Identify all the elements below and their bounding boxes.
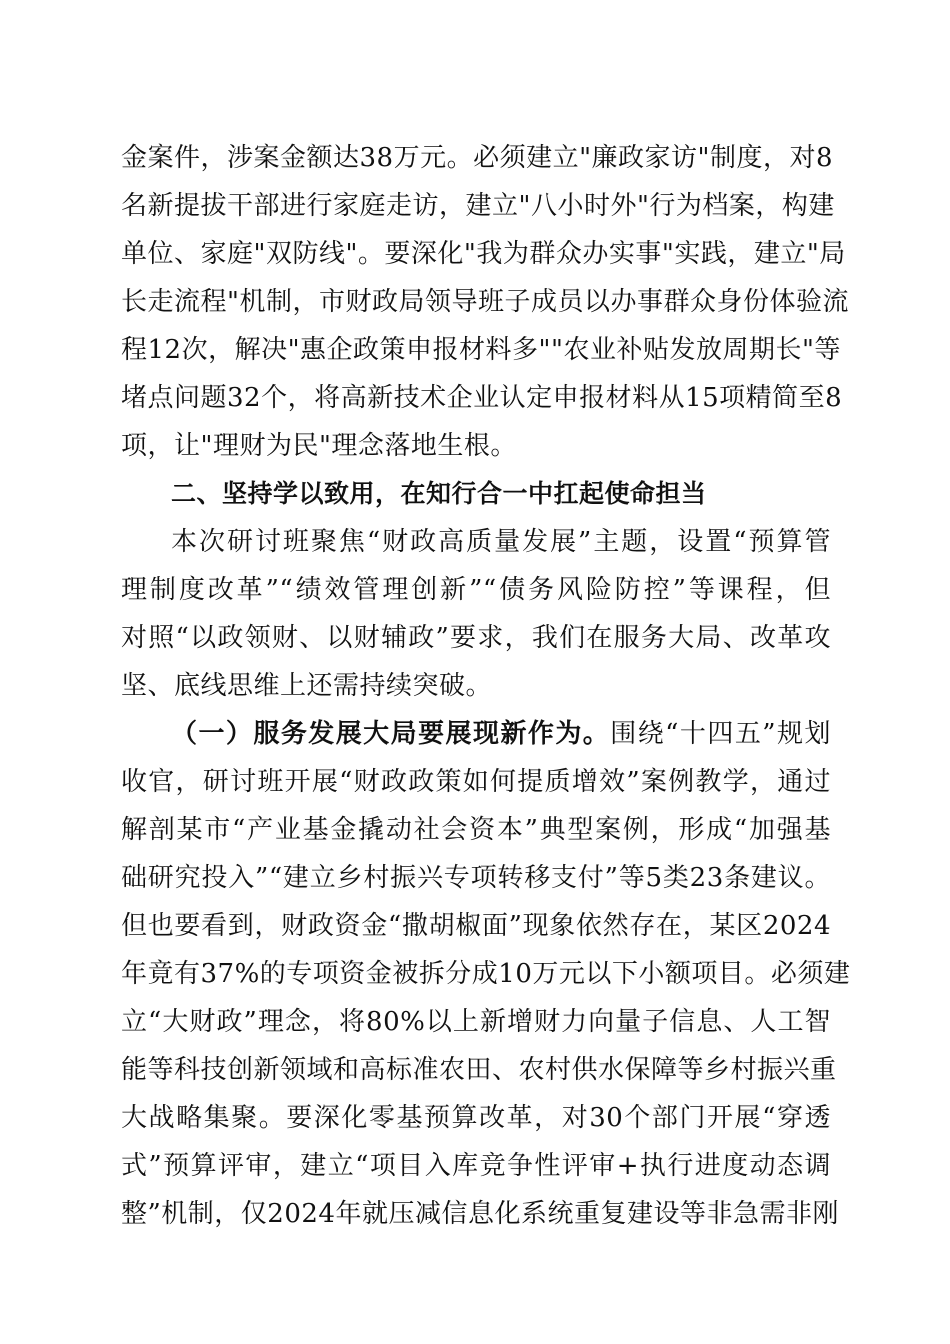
text-line: 理制度改革”“绩效管理创新”“债务风险防控”等课程，但 [121,575,831,605]
text-line: 单位、家庭"双防线"。要深化"我为群众办实事"实践，建立"局 [121,239,846,269]
subsection-line [171,710,831,758]
text-line: 长走流程"机制，市财政局领导班子成员以办事群众身份体验流 [121,287,849,317]
text-line: 年竟有37%的专项资金被拆分成10万元以下小额项目。必须建 [121,959,851,989]
subsection-heading: （一）服务发展大局要展现新作为。 [171,719,611,749]
section-heading: 二、坚持学以致用，在知行合一中扛起使命担当 [171,479,707,508]
text-line: 但也要看到，财政资金“撒胡椒面”现象依然存在，某区2024 [121,911,831,941]
text-line: 程12次，解决"惠企政策申报材料多""农业补贴发放周期长"等 [121,335,841,365]
text-line: 堵点问题32个，将高新技术企业认定申报材料从15项精简至8 [121,383,843,413]
text-line: 大战略集聚。要深化零基预算改革，对30个部门开展“穿透 [121,1103,831,1133]
text-line: 项，让"理财为民"理念落地生根。 [121,431,517,461]
text-line: 名新提拔干部进行家庭走访，建立"八小时外"行为档案，构建 [121,191,835,221]
text-line: 立“大财政”理念，将80%以上新增财力向量子信息、人工智 [121,1007,831,1037]
text-line: 解剖某市“产业基金撬动社会资本”典型案例，形成“加强基 [121,815,831,845]
text-line: 整”机制，仅2024年就压减信息化系统重复建设等非急需非刚 [121,1199,839,1229]
text-line: 收官，研讨班开展“财政政策如何提质增效”案例教学，通过 [121,767,831,797]
text-line: 对照“以政领财、以财辅政”要求，我们在服务大局、改革攻 [121,623,831,653]
text-line: 式”预算评审，建立“项目入库竞争性评审+执行进度动态调 [121,1151,831,1181]
text-line: 本次研讨班聚焦“财政高质量发展”主题，设置“预算管 [171,527,831,557]
text-line: 坚、底线思维上还需持续突破。 [121,671,493,701]
text-line: 能等科技创新领域和高标准农田、农村供水保障等乡村振兴重 [121,1055,837,1085]
text-span: 围绕“十四五”规划 [610,719,831,749]
text-line: 金案件，涉案金额达38万元。必须建立"廉政家访"制度，对8 [121,143,834,173]
text-line: 础研究投入”“建立乡村振兴专项转移支付”等5类23条建议。 [121,863,831,893]
